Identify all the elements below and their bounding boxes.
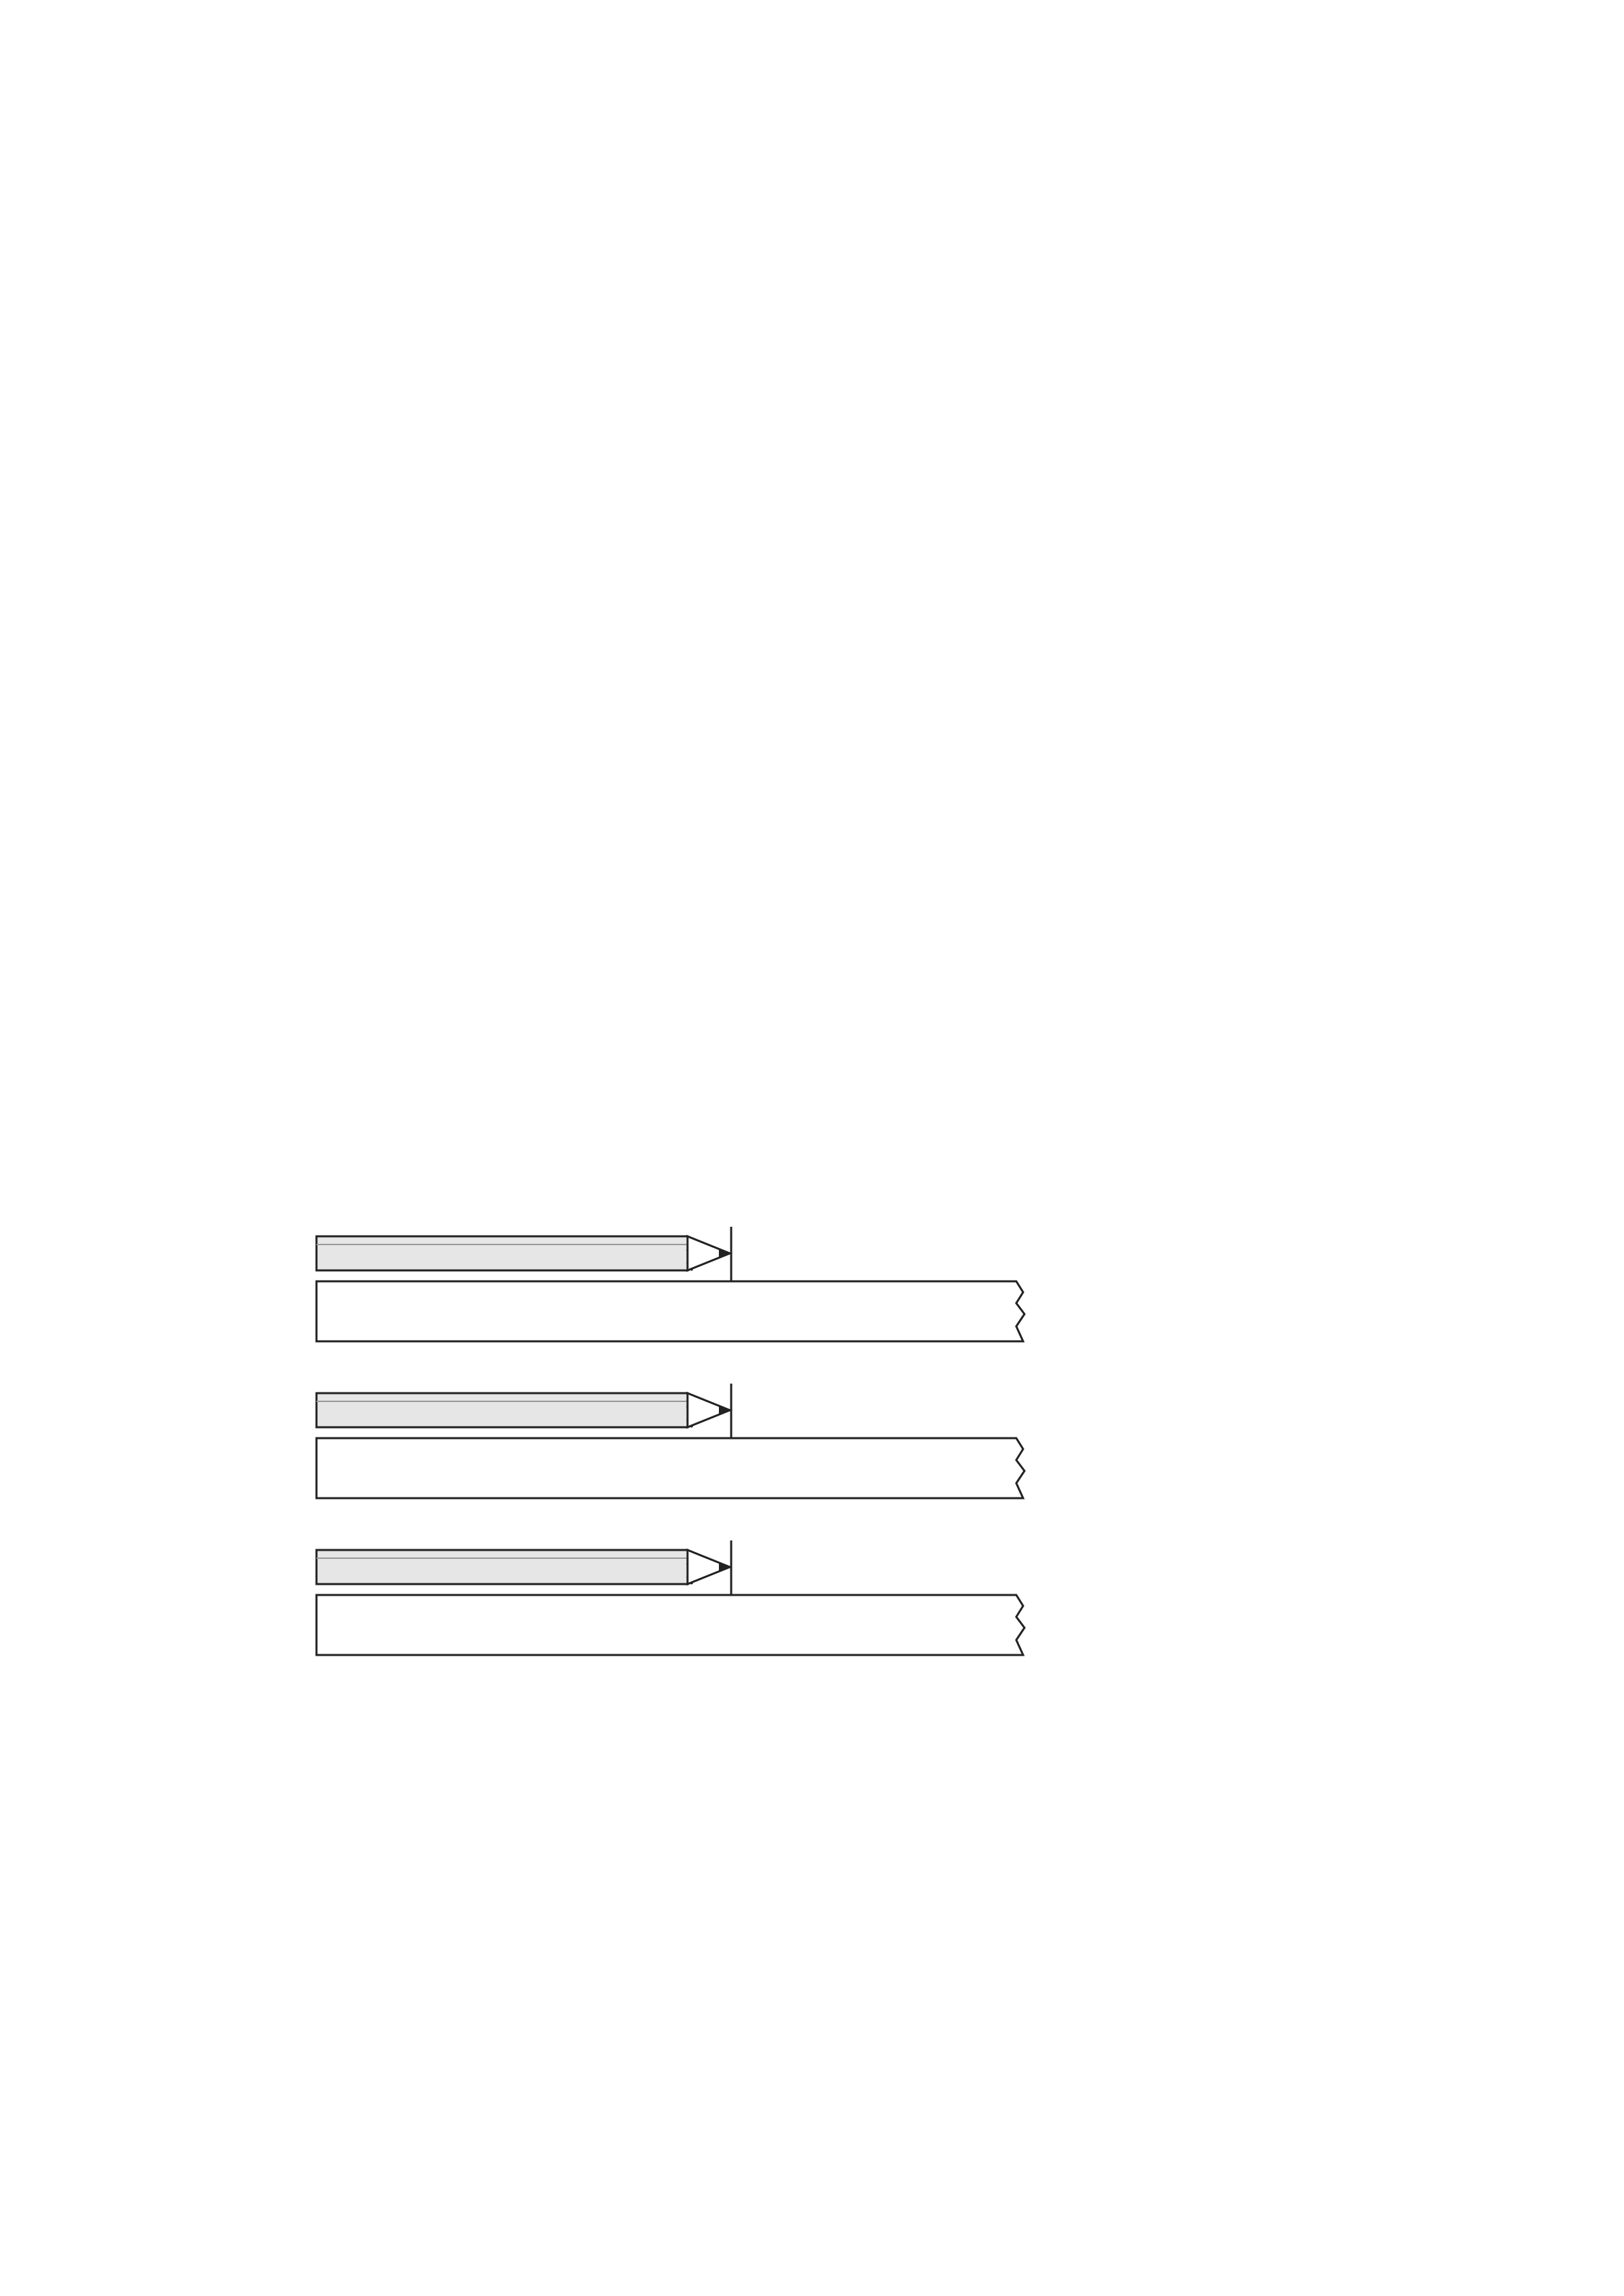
ruler-figure-1 bbox=[314, 1224, 1037, 1350]
ruler-svg bbox=[314, 1538, 1037, 1660]
ruler-body bbox=[316, 1281, 1024, 1341]
pencil bbox=[316, 1393, 730, 1427]
ruler-body bbox=[316, 1438, 1024, 1498]
ruler-figure-3 bbox=[314, 1538, 1037, 1663]
ruler-figure-2 bbox=[314, 1381, 1037, 1506]
ruler-svg bbox=[314, 1224, 1037, 1347]
ruler-svg bbox=[314, 1381, 1037, 1504]
pencil bbox=[316, 1550, 730, 1584]
ruler-body bbox=[316, 1595, 1024, 1655]
pencil bbox=[316, 1236, 730, 1270]
